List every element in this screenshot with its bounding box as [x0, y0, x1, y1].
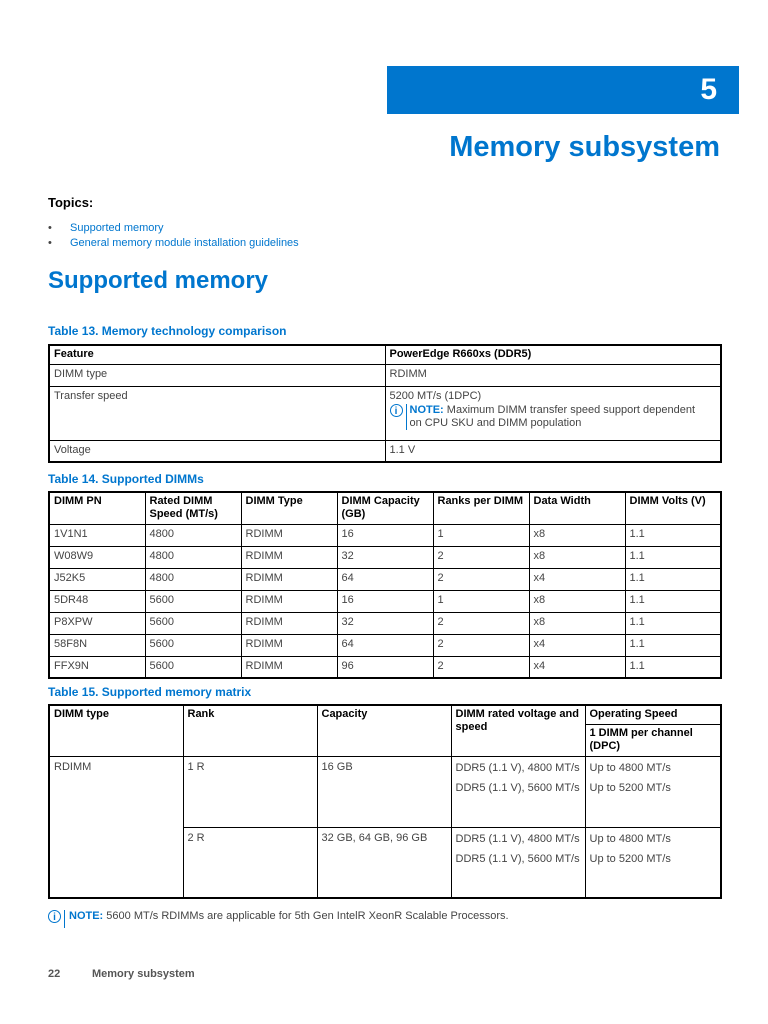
bullet: •: [48, 237, 52, 249]
chapter-number: 5: [700, 73, 717, 106]
table15-cell: 1 R: [183, 756, 317, 827]
table14-header: DIMM Capacity (GB): [337, 492, 433, 524]
transfer-speed-value: 5200 MT/s (1DPC): [389, 389, 482, 402]
table13: [48, 344, 722, 463]
chapter-title: Memory subsystem: [449, 131, 720, 163]
table14-cell: x4: [529, 656, 625, 678]
table14-cell: 32: [337, 612, 433, 634]
table13-header: PowerEdge R660xs (DDR5): [385, 345, 721, 364]
table14-cell: J52K5: [49, 568, 145, 590]
table14-cell: 1V1N1: [49, 524, 145, 546]
table13-cell: 1.1 V: [385, 440, 721, 462]
table-row: [49, 364, 721, 386]
table15-header: Capacity: [317, 705, 451, 756]
table14-cell: 1.1: [625, 656, 721, 678]
table15-cell: [451, 756, 585, 827]
table14-caption: Table 14. Supported DIMMs: [48, 472, 204, 486]
table14-body: [49, 524, 721, 678]
table14-cell: 1.1: [625, 634, 721, 656]
note-content: [410, 404, 700, 430]
table13-cell: Transfer speed: [49, 386, 385, 440]
table15-header: Operating Speed: [585, 705, 721, 724]
table14-cell: 16: [337, 590, 433, 612]
topic-item: [48, 222, 299, 237]
note-text: 5600 MT/s RDIMMs are applicable for 5th Gen IntelR XeonR Scalable Processors.: [106, 910, 509, 922]
table14-cell: W08W9: [49, 546, 145, 568]
topic-list: [48, 222, 299, 252]
table-row: [49, 590, 721, 612]
info-circle-icon: i: [390, 404, 403, 417]
bullet: •: [48, 222, 52, 234]
table14-cell: x4: [529, 634, 625, 656]
topic-link-installation-guidelines[interactable]: General memory module installation guidelines: [70, 237, 299, 249]
section-title: Supported memory: [48, 267, 269, 294]
page-number: 22: [48, 968, 61, 980]
table14-cell: 5600: [145, 634, 241, 656]
table14-cell: 1.1: [625, 524, 721, 546]
operating-speed-line: Up to 5200 MT/s: [589, 781, 671, 794]
table14-cell: 5600: [145, 612, 241, 634]
table14-cell: 1.1: [625, 590, 721, 612]
table14-header: Data Width: [529, 492, 625, 524]
table15-cell: RDIMM: [49, 756, 183, 898]
table14-cell: RDIMM: [241, 634, 337, 656]
footer-section: Memory subsystem: [92, 968, 195, 980]
voltage-speed-line: DDR5 (1.1 V), 4800 MT/s: [455, 761, 580, 774]
bottom-note: [48, 910, 509, 928]
operating-speed-line: Up to 5200 MT/s: [589, 852, 671, 865]
table15-cell: [451, 827, 585, 898]
table14-cell: 4800: [145, 524, 241, 546]
table14-header: DIMM PN: [49, 492, 145, 524]
table14-cell: 1: [433, 524, 529, 546]
table14-header: Ranks per DIMM: [433, 492, 529, 524]
table14-cell: FFX9N: [49, 656, 145, 678]
table-row: [49, 386, 721, 440]
note-label: NOTE:: [69, 910, 104, 922]
note-content: [69, 910, 509, 922]
table15-header: Rank: [183, 705, 317, 756]
table14-cell: 2: [433, 656, 529, 678]
table14-cell: 64: [337, 568, 433, 590]
table14-cell: x8: [529, 590, 625, 612]
table-row: [49, 612, 721, 634]
table14-cell: 1: [433, 590, 529, 612]
table13-cell: [385, 386, 721, 440]
table14-cell: RDIMM: [241, 612, 337, 634]
table14-cell: 2: [433, 612, 529, 634]
table14-header: Rated DIMM Speed (MT/s): [145, 492, 241, 524]
table14-header-row: [49, 492, 721, 524]
table-row: [49, 440, 721, 462]
table14-cell: 32: [337, 546, 433, 568]
table-row: [49, 756, 721, 827]
table13-cell: RDIMM: [385, 364, 721, 386]
table15-header: 1 DIMM per channel (DPC): [585, 724, 721, 756]
table14-cell: 64: [337, 634, 433, 656]
table15-header: DIMM type: [49, 705, 183, 756]
table14-cell: RDIMM: [241, 590, 337, 612]
table14-cell: 2: [433, 546, 529, 568]
table14-cell: 1.1: [625, 568, 721, 590]
table15-cell: [585, 756, 721, 827]
table14-cell: 2: [433, 568, 529, 590]
note-divider: [406, 404, 407, 430]
topic-item: [48, 237, 299, 252]
table15-header: DIMM rated voltage and speed: [451, 705, 585, 756]
table14-cell: 96: [337, 656, 433, 678]
table14-cell: 4800: [145, 568, 241, 590]
table14-cell: x8: [529, 524, 625, 546]
table14-cell: P8XPW: [49, 612, 145, 634]
table15-header-row: [49, 705, 721, 724]
table14-header: DIMM Type: [241, 492, 337, 524]
table15-cell: [585, 827, 721, 898]
table14-cell: 16: [337, 524, 433, 546]
table-row: [49, 568, 721, 590]
table15: [48, 704, 722, 899]
note-divider: [64, 910, 65, 928]
table-row: [49, 634, 721, 656]
table14-cell: 1.1: [625, 612, 721, 634]
info-circle-icon: i: [48, 910, 61, 923]
table13-cell: Voltage: [49, 440, 385, 462]
page-footer: [48, 968, 195, 980]
table14-cell: 58F8N: [49, 634, 145, 656]
operating-speed-line: Up to 4800 MT/s: [589, 832, 671, 845]
table15-cell: 2 R: [183, 827, 317, 898]
table13-header-row: [49, 345, 721, 364]
note-label: NOTE:: [409, 403, 444, 416]
voltage-speed-line: DDR5 (1.1 V), 5600 MT/s: [455, 852, 580, 865]
note-block: [390, 404, 717, 430]
table14-cell: 5600: [145, 590, 241, 612]
table-row: [49, 656, 721, 678]
table14: [48, 491, 722, 679]
table-row: [49, 524, 721, 546]
table14-cell: 1.1: [625, 546, 721, 568]
table14-cell: 4800: [145, 546, 241, 568]
operating-speed-line: Up to 4800 MT/s: [589, 761, 671, 774]
table14-cell: x4: [529, 568, 625, 590]
table14-cell: x8: [529, 546, 625, 568]
table15-cell: 32 GB, 64 GB, 96 GB: [317, 827, 451, 898]
table14-cell: RDIMM: [241, 524, 337, 546]
table14-cell: 5600: [145, 656, 241, 678]
topics-label: Topics:: [48, 195, 94, 210]
chapter-number-box: [387, 66, 739, 114]
table14-cell: RDIMM: [241, 546, 337, 568]
voltage-speed-line: DDR5 (1.1 V), 4800 MT/s: [455, 832, 580, 845]
table14-cell: 5DR48: [49, 590, 145, 612]
table14-header: DIMM Volts (V): [625, 492, 721, 524]
table-row: [49, 546, 721, 568]
table15-caption: Table 15. Supported memory matrix: [48, 685, 252, 699]
voltage-speed-line: DDR5 (1.1 V), 5600 MT/s: [455, 781, 580, 794]
table14-cell: RDIMM: [241, 568, 337, 590]
table14-cell: 2: [433, 634, 529, 656]
note-text: Maximum DIMM transfer speed support dependent on CPU SKU and DIMM population: [409, 403, 696, 429]
table13-caption: Table 13. Memory technology comparison: [48, 324, 287, 338]
table14-cell: x8: [529, 612, 625, 634]
table13-cell: DIMM type: [49, 364, 385, 386]
topic-link-supported-memory[interactable]: Supported memory: [70, 222, 164, 234]
table15-cell: 16 GB: [317, 756, 451, 827]
table14-cell: RDIMM: [241, 656, 337, 678]
table13-header: Feature: [49, 345, 385, 364]
